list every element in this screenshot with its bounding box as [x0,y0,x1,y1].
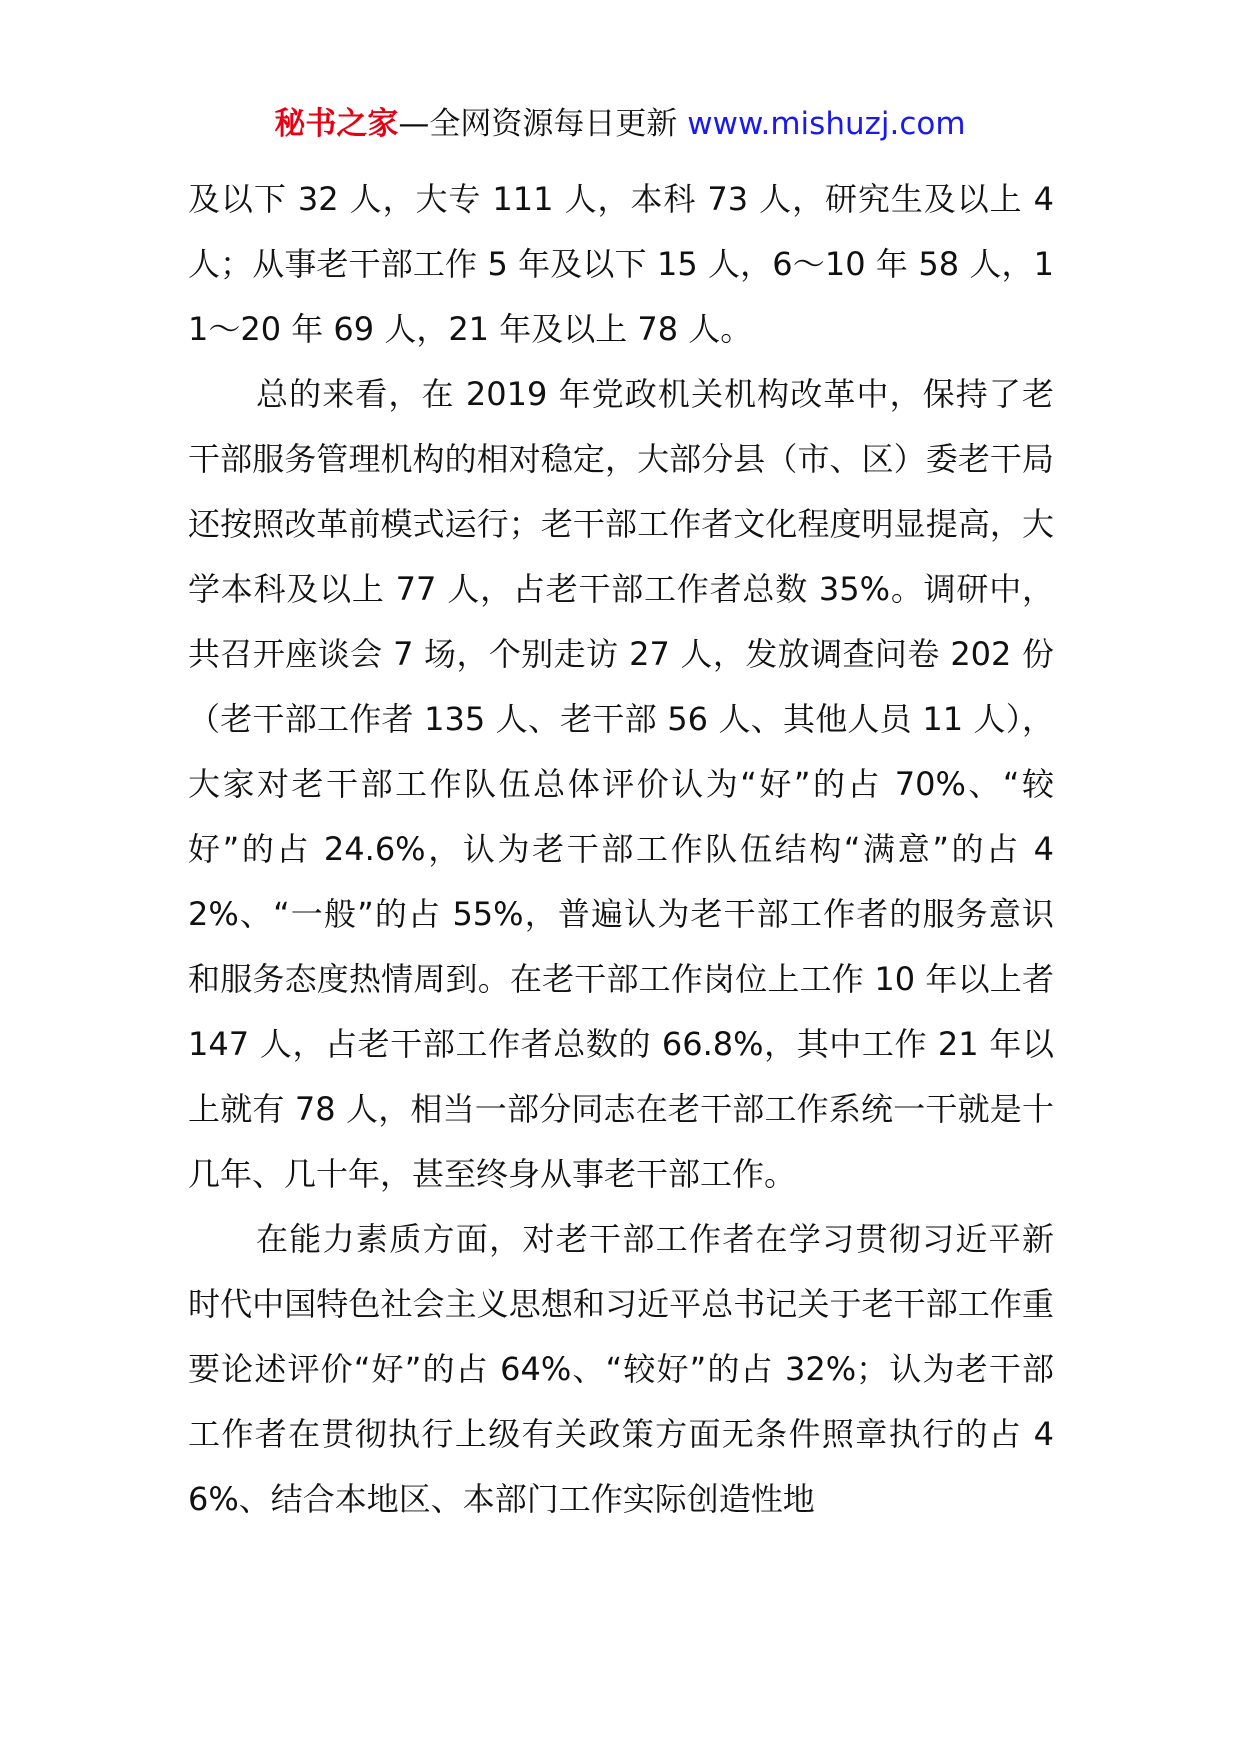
brand-name: 秘书之家 [274,106,399,142]
document-body [188,167,1054,1532]
page-header [0,102,1240,146]
header-tagline: —全网资源每日更新 [398,106,678,142]
paragraph-overview: 总的来看，在 2019 年党政机关机构改革中，保持了老干部服务管理机构的相对稳定，大部分县（市、区）委老干局还按照改革前模式运行；老干部工作者文化程度明显提高，大学本科及以上 77 人，占老干部工作者总数 35%。调研中，共召开座谈会 7 场，个别走访 27 人，发放调查问卷 202 份（老干部工作者 135 人、老干部 56 人、其他人员 11 人），大家对老干部工作队伍总体评价认为“好”的占 70%、“较好”的占 24.6%，认为老干部工作队伍结构“满意”的占 42%、“一般”的占 55%，普遍认为老干部工作者的服务意识和服务态度热情周到。在老干部工作岗位上工作 10 年以上者 147 人，占老干部工作者总数的 66.8%，其中工作 21 年以上就有 78 人，相当一部分同志在老干部工作系统一干就是十几年、几十年，甚至终身从事老干部工作。 [188,375,1054,1193]
site-url-link[interactable]: www.mishuzj.com [687,106,966,142]
paragraph-ability: 在能力素质方面，对老干部工作者在学习贯彻习近平新时代中国特色社会主义思想和习近平总书记关于老干部工作重要论述评价“好”的占 64%、“较好”的占 32%；认为老干部工作者在贯彻执行上级有关政策方面无条件照章执行的占 46%、结合本地区、本部门工作实际创造性地 [188,1220,1054,1518]
paragraph-continued: 及以下 32 人，大专 111 人，本科 73 人，研究生及以上 4 人；从事老干部工作 5 年及以下 15 人，6～10 年 58 人，11～20 年 69 人，21 年及以上 78 人。 [188,180,1054,348]
